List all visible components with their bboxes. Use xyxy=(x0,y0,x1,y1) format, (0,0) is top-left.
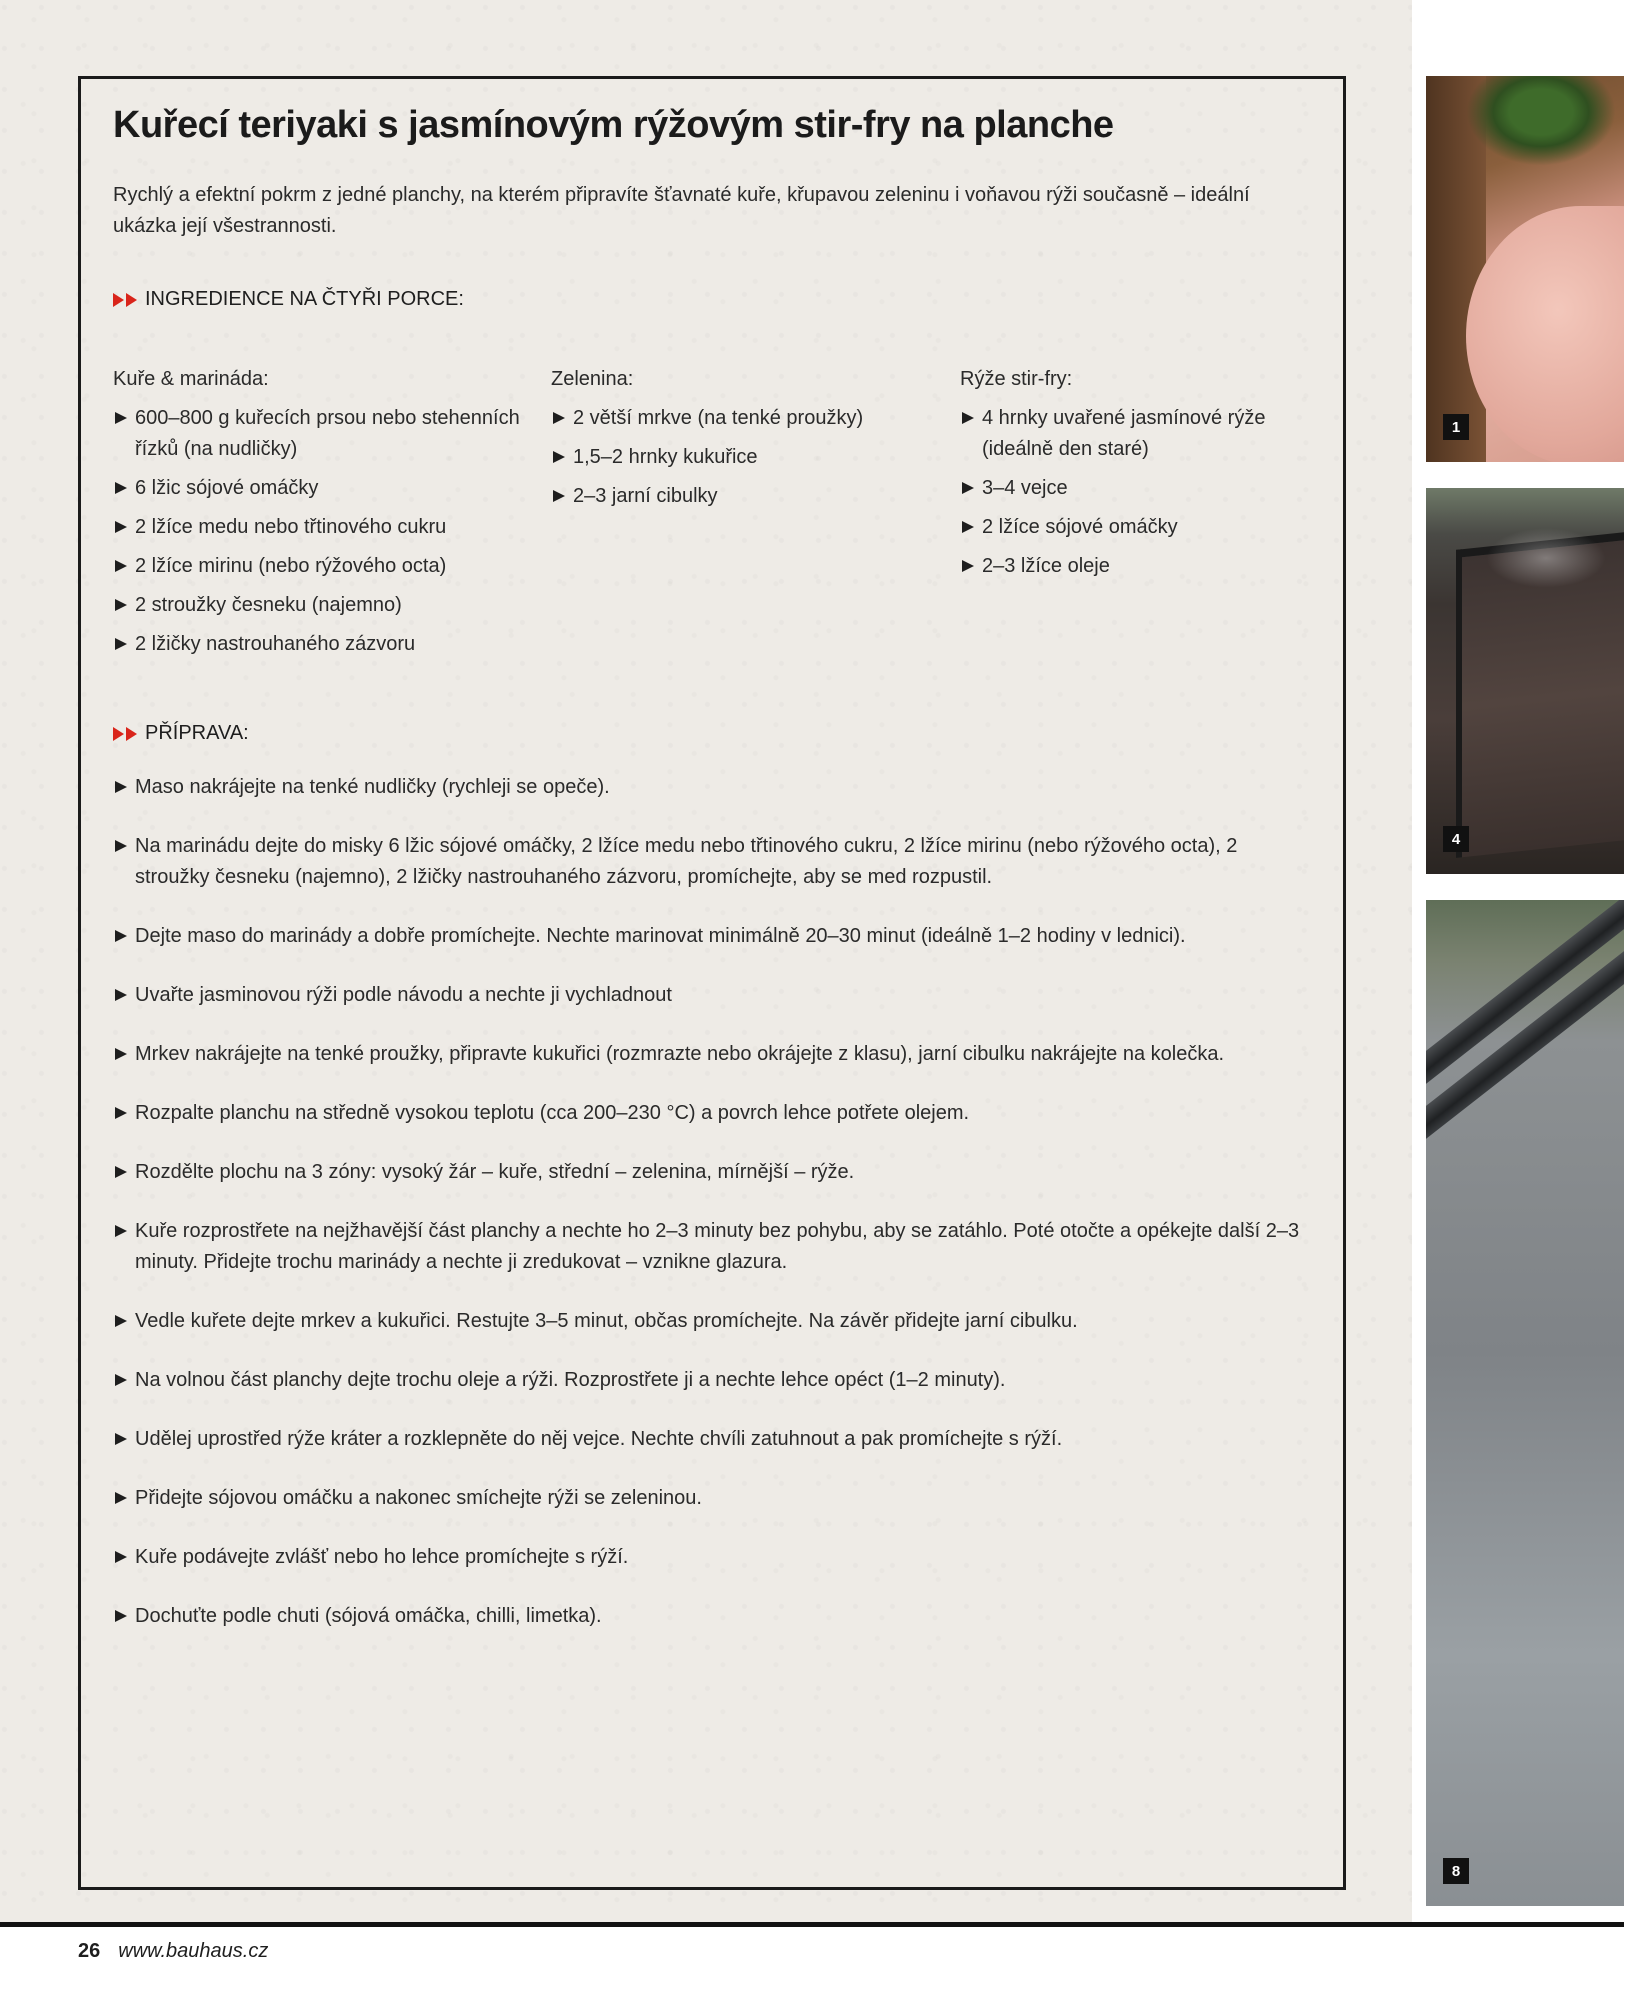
photo-number-badge: 8 xyxy=(1443,1858,1469,1884)
page-number: 26 xyxy=(78,1940,101,1962)
ingredient-list xyxy=(551,403,951,512)
preparation-step: Dejte maso do marinády a dobře promíchejte. Nechte marinovat minimálně 20–30 minut (ideálně 1–2 hodiny v lednici). xyxy=(113,921,1313,952)
ingredients-heading-label: INGREDIENCE NA ČTYŘI PORCE: xyxy=(145,288,464,310)
preparation-step: Uvařte jasminovou rýži podle návodu a nechte ji vychladnout xyxy=(113,980,1313,1011)
preparation-step: Mrkev nakrájejte na tenké proužky, připravte kukuřici (rozmrazte nebo okrájejte z klasu), jarní cibulku nakrájejte na kolečka. xyxy=(113,1039,1313,1070)
page-footer xyxy=(78,1940,268,1963)
ingredient-item: 2–3 jarní cibulky xyxy=(551,481,951,512)
website-link[interactable]: www.bauhaus.cz xyxy=(118,1940,269,1962)
preparation-step: Rozdělte plochu na 3 zóny: vysoký žár – kuře, střední – zelenina, mírnější – rýže. xyxy=(113,1157,1313,1188)
ingredient-item: 2 lžíce mirinu (nebo rýžového octa) xyxy=(113,551,523,582)
column-title: Kuře & marináda: xyxy=(113,368,269,390)
preparation-step: Kuře podávejte zvlášť nebo ho lehce promíchejte s rýží. xyxy=(113,1542,1313,1573)
recipe-title: Kuřecí teriyaki s jasmínovým rýžovým stir-fry na planche xyxy=(113,104,1114,146)
preparation-step: Rozpalte planchu na středně vysokou teplotu (cca 200–230 °C) a povrch lehce potřete olejem. xyxy=(113,1098,1313,1129)
preparation-step: Udělej uprostřed rýže kráter a rozklepněte do něj vejce. Nechte chvíli zatuhnout a pak promíchejte s rýží. xyxy=(113,1424,1313,1455)
ingredient-list xyxy=(113,403,523,660)
preparation-step: Vedle kuřete dejte mrkev a kukuřici. Restujte 3–5 minut, občas promíchejte. Na závěr přidejte jarní cibulku. xyxy=(113,1306,1313,1337)
column-title: Rýže stir-fry: xyxy=(960,368,1073,390)
ingredients-heading xyxy=(113,288,464,311)
ingredients-column-chicken xyxy=(113,364,523,668)
double-arrow-icon xyxy=(113,727,137,741)
preparation-step: Kuře rozprostřete na nejžhavější část planchy a nechte ho 2–3 minuty bez pohybu, aby se zatáhlo. Poté otočte a opékejte další 2–3 minuty. Přidejte trochu marinády a nechte ji zredukovat – vznikne glazura. xyxy=(113,1216,1313,1278)
ingredient-item: 2 lžíce medu nebo třtinového cukru xyxy=(113,512,523,543)
preparation-heading-label: PŘÍPRAVA: xyxy=(145,722,249,744)
photo-chicken-breast xyxy=(1426,76,1624,462)
ingredients-column-rice xyxy=(960,364,1305,590)
ingredient-item: 2 lžíce sójové omáčky xyxy=(960,512,1305,543)
ingredient-list xyxy=(960,403,1305,582)
preparation-step: Maso nakrájejte na tenké nudličky (rychleji se opeče). xyxy=(113,772,1313,803)
photo-plancha-plate xyxy=(1426,488,1624,874)
ingredient-item: 4 hrnky uvařené jasmínové rýže (ideálně den staré) xyxy=(960,403,1305,465)
preparation-step: Dochuťte podle chuti (sójová omáčka, chilli, limetka). xyxy=(113,1601,1313,1632)
ingredient-item: 600–800 g kuřecích prsou nebo stehenních řízků (na nudličky) xyxy=(113,403,523,465)
ingredient-item: 3–4 vejce xyxy=(960,473,1305,504)
ingredient-item: 2 lžičky nastrouhaného zázvoru xyxy=(113,629,523,660)
ingredient-item: 1,5–2 hrnky kukuřice xyxy=(551,442,951,473)
preparation-step: Na volnou část planchy dejte trochu oleje a rýži. Rozprostřete ji a nechte lehce opéct (1–2 minuty). xyxy=(113,1365,1313,1396)
photo-number-badge: 1 xyxy=(1443,414,1469,440)
double-arrow-icon xyxy=(113,293,137,307)
recipe-intro: Rychlý a efektní pokrm z jedné planchy, na kterém připravíte šťavnaté kuře, křupavou zeleninu i voňavou rýži současně – ideální ukázka její všestrannosti. xyxy=(113,184,1250,237)
column-title: Zelenina: xyxy=(551,368,634,390)
preparation-step: Přidejte sójovou omáčku a nakonec smíchejte rýži se zeleninou. xyxy=(113,1483,1313,1514)
preparation-step: Na marinádu dejte do misky 6 lžic sójové omáčky, 2 lžíce medu nebo třtinového cukru, 2 lžíce mirinu (nebo rýžového octa), 2 stroužky česneku (najemno), 2 lžičky nastrouhaného zázvoru, promíchejte, aby se med rozpustil. xyxy=(113,831,1313,893)
ingredient-item: 6 lžic sójové omáčky xyxy=(113,473,523,504)
preparation-heading xyxy=(113,722,249,745)
ingredient-item: 2–3 lžíce oleje xyxy=(960,551,1305,582)
footer-divider xyxy=(0,1922,1624,1927)
ingredient-item: 2 větší mrkve (na tenké proužky) xyxy=(551,403,951,434)
ingredient-item: 2 stroužky česneku (najemno) xyxy=(113,590,523,621)
photo-number-badge: 4 xyxy=(1443,826,1469,852)
ingredients-column-vegetables xyxy=(551,364,951,520)
photo-plancha-handles xyxy=(1426,900,1624,1906)
preparation-steps xyxy=(113,772,1313,1660)
